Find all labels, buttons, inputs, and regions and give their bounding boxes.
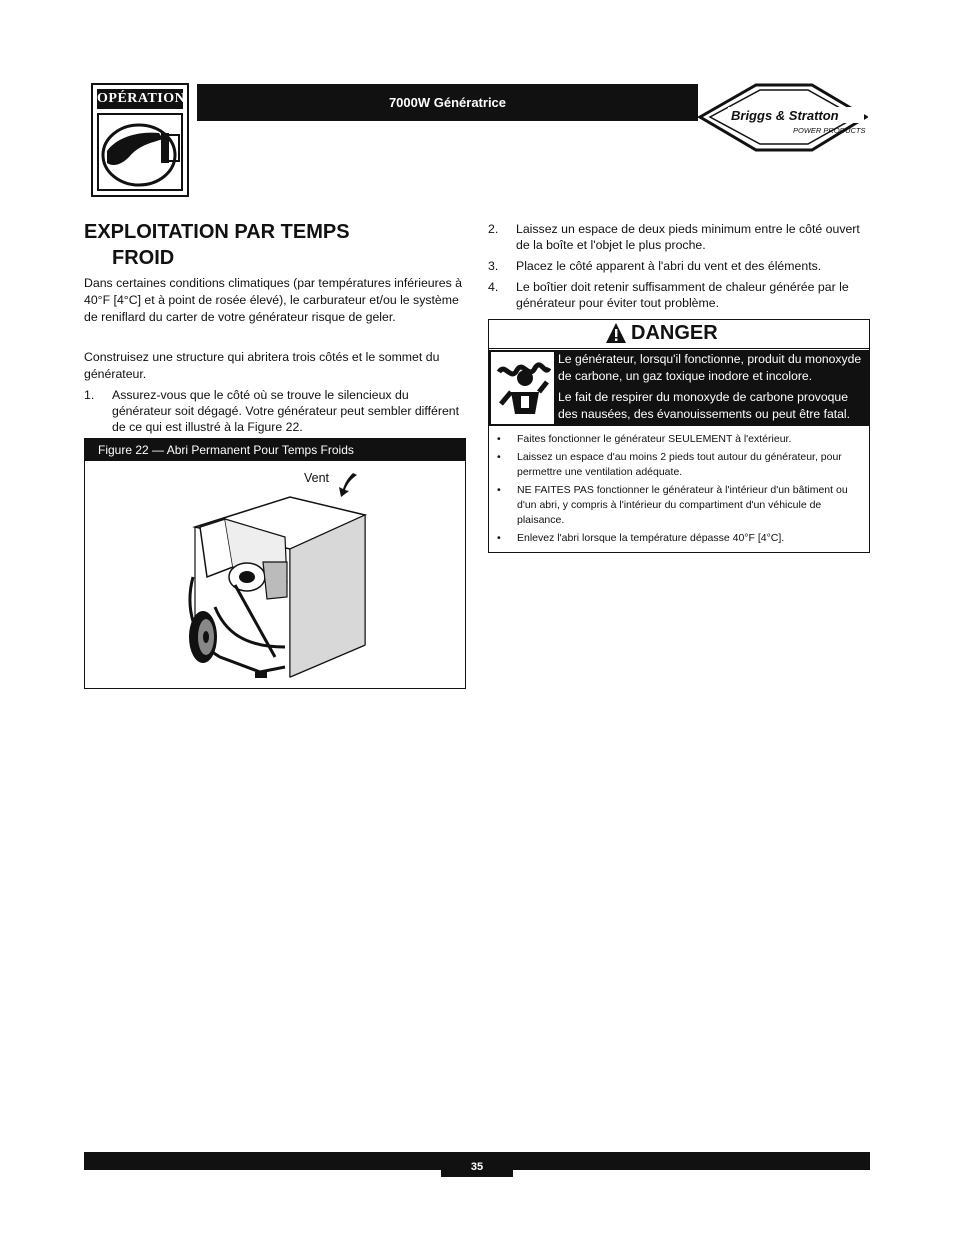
danger-message [556,350,869,426]
step-number: 4. [488,280,499,294]
danger-message-1: Le générateur, lorsqu'il fonctionne, produit du monoxyde de carbone, un gaz toxique inodore et incolore. [558,352,862,383]
danger-bullet-list [489,432,869,549]
page-number: 35 [441,1152,513,1177]
brand-name: Briggs & Stratton [731,108,839,123]
briggs-stratton-logo [698,80,868,155]
brand-sub: POWER PRODUCTS [793,126,866,135]
step-4 [488,279,870,311]
shelter-paragraph: Construisez une structure qui abritera trois côtés et le sommet du générateur. [84,350,440,381]
operation-badge-label: OPÉRATION [97,89,183,109]
figure-caption: Figure 22 — Abri Permanent Pour Temps Froids [85,439,465,461]
section-title-line1: EXPLOITATION PAR TEMPS [84,221,350,243]
wind-arrow-icon [335,471,359,499]
generator-shelter-illustration [175,467,375,689]
list-item: • Enlevez l'abri lorsque la température dépasse 40°F [4°C]. [505,531,861,546]
step-1 [84,387,465,435]
danger-title: DANGER [631,322,718,344]
step-number: 3. [488,259,499,273]
hand-icon [97,113,183,191]
vent-label: Vent [304,471,330,485]
danger-box [488,319,870,553]
step-number: 2. [488,222,499,236]
list-item: • Faites fonctionner le générateur SEULEMENT à l'extérieur. [505,432,861,447]
danger-header [489,320,869,349]
list-item: • Laissez un espace d'au moins 2 pieds tout autour du générateur, pour permettre une ventilation adéquate. [505,450,861,480]
step-text: Laissez un espace de deux pieds minimum entre le côté ouvert de la boîte et l'objet le plus proche. [516,222,860,252]
list-item: • NE FAITES PAS fonctionner le générateur à l'intérieur d'un bâtiment ou d'un abri, y compris à l'intérieur du compartiment d'un véhicule de plaisance. [505,483,861,528]
figure-22 [84,438,466,689]
step-2 [488,221,870,253]
operation-badge [91,83,189,197]
step-number: 1. [84,388,95,402]
section-title-line2: FROID [112,247,175,269]
step-3 [488,258,870,274]
intro-paragraph: Dans certaines conditions climatiques (par températures inférieures à 40°F [4°C] et à point de rosée élevé), le carburateur et/ou le système de reniflard du carter de votre générateur risque de geler. [84,276,462,324]
toxic-fumes-icon [489,350,556,426]
header-title: 7000W Génératrice [197,84,698,121]
warning-triangle-icon [605,322,627,344]
step-text: Le boîtier doit retenir suffisamment de chaleur générée par le générateur pour éviter tout problème. [516,280,849,310]
step-text: Assurez-vous que le côté où se trouve le silencieux du générateur soit dégagé. Votre générateur peut sembler différent de ce qui est illustré à la Figure 22. [112,388,460,434]
step-text: Placez le côté apparent à l'abri du vent et des éléments. [516,259,822,273]
danger-message-2: Le fait de respirer du monoxyde de carbone provoque des nausées, des évanouissements ou peut être fatal. [558,390,851,421]
section-title [84,219,464,271]
